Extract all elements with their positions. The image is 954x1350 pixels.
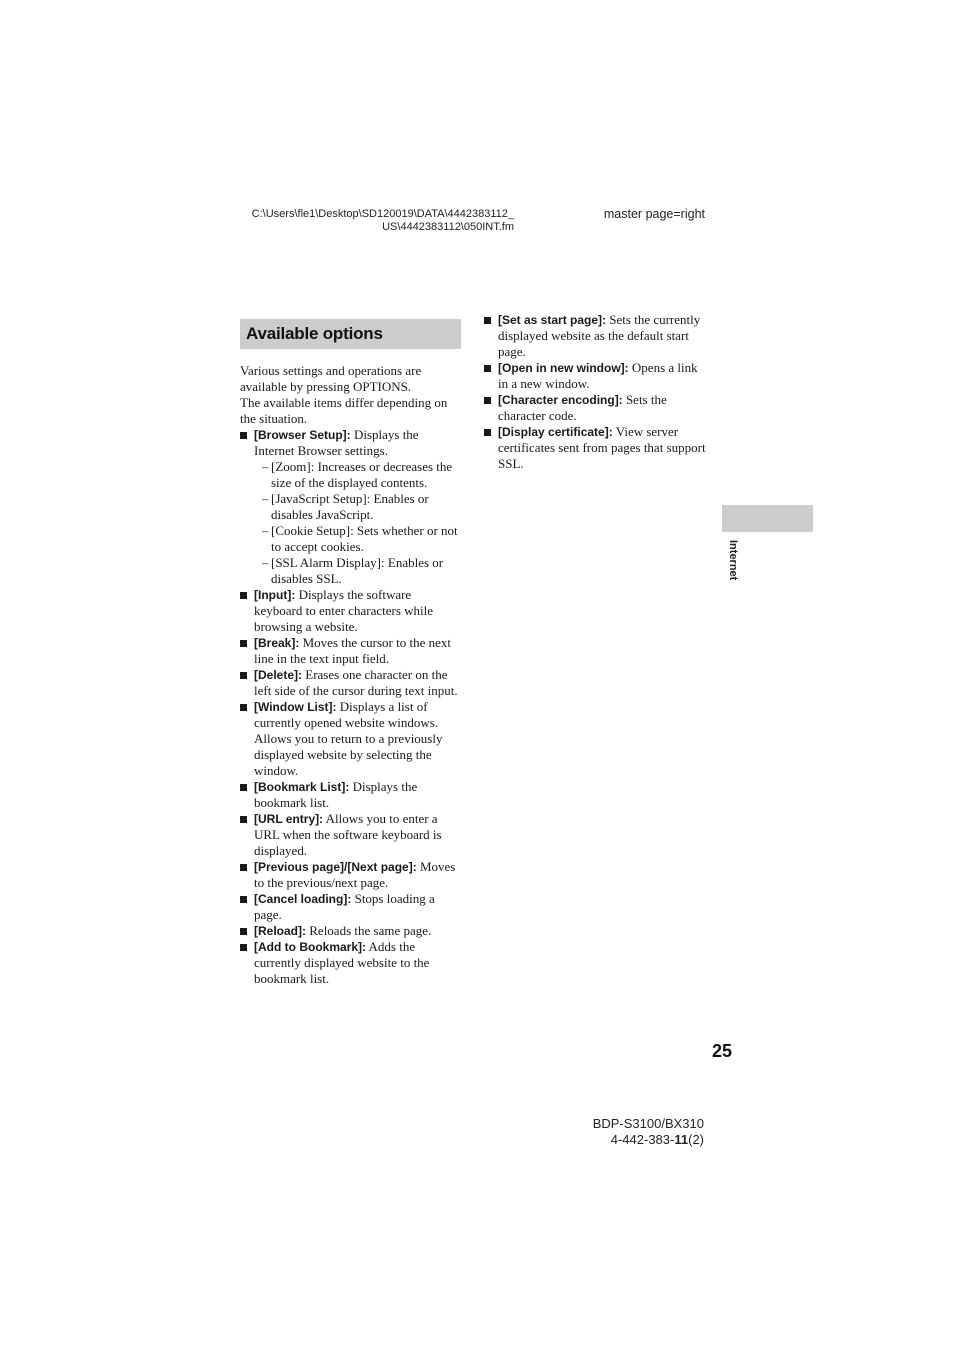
dash-bullet: – [262, 459, 269, 474]
options-list-right [484, 312, 706, 472]
option-term: [Open in new window]: [498, 361, 629, 375]
sub-option-text: [Cookie Setup]: Sets whether or not to accept cookies. [271, 523, 458, 554]
square-bullet-icon [240, 864, 247, 871]
option-description: Adds the currently displayed website to the bookmark list. [254, 939, 430, 986]
option-item [240, 587, 462, 635]
option-term: [Window List]: [254, 700, 337, 714]
square-bullet-icon [484, 397, 491, 404]
left-column [240, 363, 462, 987]
option-description: Erases one character on the left side of the cursor during text input. [254, 667, 458, 698]
option-description: Reloads the same page. [306, 923, 432, 938]
option-item [240, 939, 462, 987]
document-code-prefix: 4-442-383- [610, 1132, 675, 1147]
options-list-left [240, 427, 462, 987]
square-bullet-icon [240, 816, 247, 823]
option-description: Displays the software keyboard to enter characters while browsing a website. [254, 587, 434, 634]
file-path-line-2: US\4442383112\050INT.fm [382, 221, 514, 233]
option-description: Displays a list of currently opened website windows. Allows you to return to a previously displayed website by selecting the window. [254, 699, 443, 778]
intro-paragraph-1: Various settings and operations are available by pressing OPTIONS. [240, 363, 422, 394]
sub-option-text: [JavaScript Setup]: Enables or disables JavaScript. [271, 491, 429, 522]
square-bullet-icon [484, 365, 491, 372]
option-item [240, 699, 462, 779]
option-description: Displays the bookmark list. [254, 779, 418, 810]
dash-bullet: – [262, 491, 269, 506]
document-code-suffix: (2) [688, 1132, 704, 1147]
page-number: 25 [711, 1041, 732, 1061]
option-term: [Browser Setup]: [254, 428, 351, 442]
option-term: [Character encoding]: [498, 393, 623, 407]
section-heading: Available options [240, 319, 461, 349]
option-term: [Previous page]/[Next page]: [254, 860, 417, 874]
file-path-line-1: C:\Users\fle1\Desktop\SD120019\DATA\4442383112_ [251, 208, 514, 220]
file-path [238, 208, 514, 234]
sub-option-text: [SSL Alarm Display]: Enables or disables SSL. [271, 555, 444, 586]
sub-option-item [262, 459, 462, 491]
model-info [560, 1116, 704, 1148]
option-description: Displays the Internet Browser settings. [254, 427, 419, 458]
option-description: Sets the character code. [498, 392, 667, 423]
square-bullet-icon [240, 672, 247, 679]
option-item [240, 811, 462, 859]
option-item [240, 779, 462, 811]
square-bullet-icon [240, 928, 247, 935]
option-item [240, 891, 462, 923]
option-term: [Break]: [254, 636, 300, 650]
option-term: [Bookmark List]: [254, 780, 350, 794]
square-bullet-icon [484, 429, 491, 436]
option-description: Sets the currently displayed website as the default start page. [498, 312, 701, 359]
option-description: Allows you to enter a URL when the software keyboard is displayed. [254, 811, 442, 858]
option-item [484, 312, 706, 360]
square-bullet-icon [240, 704, 247, 711]
option-item [484, 424, 706, 472]
intro-text [240, 363, 462, 427]
square-bullet-icon [240, 592, 247, 599]
option-description: Moves to the previous/next page. [254, 859, 456, 890]
document-code [560, 1132, 704, 1148]
dash-bullet: – [262, 555, 269, 570]
square-bullet-icon [240, 784, 247, 791]
master-page-label: master page=right [603, 207, 705, 221]
square-bullet-icon [484, 317, 491, 324]
option-item [484, 392, 706, 424]
option-description: Opens a link in a new window. [498, 360, 698, 391]
sub-option-text: [Zoom]: Increases or decreases the size of the displayed contents. [271, 459, 453, 490]
model-number: BDP-S3100/BX310 [592, 1116, 704, 1131]
option-description: Stops loading a page. [254, 891, 435, 922]
option-item [240, 427, 462, 587]
option-description: Moves the cursor to the next line in the text input field. [254, 635, 451, 666]
option-item [240, 667, 462, 699]
option-term: [Delete]: [254, 668, 303, 682]
right-column [484, 312, 706, 472]
square-bullet-icon [240, 944, 247, 951]
section-tab-label: Internet [727, 540, 739, 581]
option-term: [URL entry]: [254, 812, 324, 826]
option-item [240, 923, 462, 939]
option-item [240, 635, 462, 667]
section-tab [722, 505, 813, 532]
option-term: [Display certificate]: [498, 425, 613, 439]
dash-bullet: – [262, 523, 269, 538]
option-term: [Input]: [254, 588, 296, 602]
square-bullet-icon [240, 432, 247, 439]
sub-option-item [262, 555, 462, 587]
sub-option-item [262, 523, 462, 555]
intro-paragraph-2: The available items differ depending on the situation. [240, 395, 448, 426]
option-term: [Cancel loading]: [254, 892, 352, 906]
document-code-bold: 11 [674, 1132, 689, 1147]
option-description: View server certificates sent from pages that support SSL. [498, 424, 706, 471]
option-item [240, 859, 462, 891]
square-bullet-icon [240, 896, 247, 903]
sub-options-list [254, 459, 462, 587]
option-term: [Set as start page]: [498, 313, 607, 327]
option-term: [Add to Bookmark]: [254, 940, 366, 954]
square-bullet-icon [240, 640, 247, 647]
option-term: [Reload]: [254, 924, 306, 938]
option-item [484, 360, 706, 392]
sub-option-item [262, 491, 462, 523]
